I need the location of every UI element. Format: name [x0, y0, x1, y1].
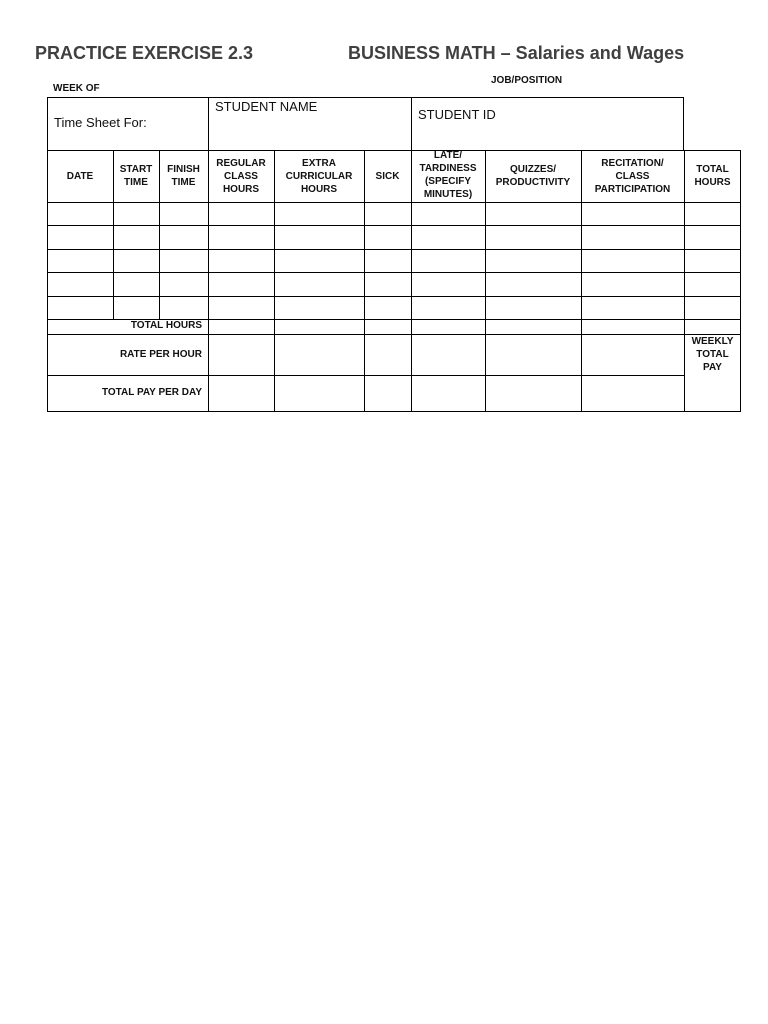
rate-per-hour-label: RATE PER HOUR [119, 349, 202, 360]
col-header-regular-class-hours: REGULAR CLASS HOURS [216, 157, 266, 195]
total-hours-row-label: TOTAL HOURS [130, 320, 202, 331]
col-divider [113, 150, 114, 319]
col-divider [159, 150, 160, 319]
course-title: BUSINESS MATH – Salaries and Wages [348, 43, 685, 63]
col-divider [364, 150, 365, 412]
exercise-title: PRACTICE EXERCISE 2.3 [35, 43, 254, 63]
row-divider [47, 375, 684, 376]
row-divider [47, 272, 741, 273]
student-id-label: STUDENT ID [418, 107, 496, 122]
time-sheet-for-label: Time Sheet For: [54, 115, 147, 130]
student-name-field[interactable] [209, 117, 410, 149]
col-divider [581, 150, 582, 412]
col-divider [411, 150, 412, 412]
col-header-start-time: START TIME [119, 164, 153, 188]
weekly-total-pay-field[interactable] [685, 376, 740, 411]
row-divider [47, 225, 741, 226]
row-divider [47, 296, 741, 297]
student-name-label: STUDENT NAME [215, 99, 318, 114]
finish-time-cell[interactable] [160, 203, 208, 225]
week-of-label: WEEK OF [53, 83, 100, 94]
col-header-quizzes-productivity: QUIZZES/ PRODUCTIVITY [495, 164, 571, 188]
col-header-recitation: RECITATION/ CLASS PARTICIPATION [594, 157, 671, 195]
col-divider [274, 150, 275, 412]
row-divider [47, 249, 741, 250]
row-divider [47, 334, 741, 335]
col-header-sick: SICK [375, 170, 400, 182]
job-position-label: JOB/POSITION [491, 75, 563, 86]
col-header-late-tardiness: LATE/ TARDINESS (SPECIFY MINUTES) [419, 150, 477, 200]
total-pay-per-day-label: TOTAL PAY PER DAY [101, 387, 202, 398]
col-divider [208, 150, 209, 412]
col-header-total-hours: TOTAL HOURS [694, 164, 731, 188]
regular-hours-cell[interactable] [209, 203, 274, 225]
start-time-cell[interactable] [114, 203, 159, 225]
col-header-finish-time: FINISH TIME [167, 164, 200, 188]
col-header-extra-curricular-hours: EXTRA CURRICULAR HOURS [285, 157, 353, 195]
col-header-date: DATE [66, 170, 94, 182]
date-cell[interactable] [48, 203, 113, 225]
col-divider [485, 150, 486, 412]
weekly-total-pay-label: WEEKLY TOTAL PAY [691, 336, 734, 373]
